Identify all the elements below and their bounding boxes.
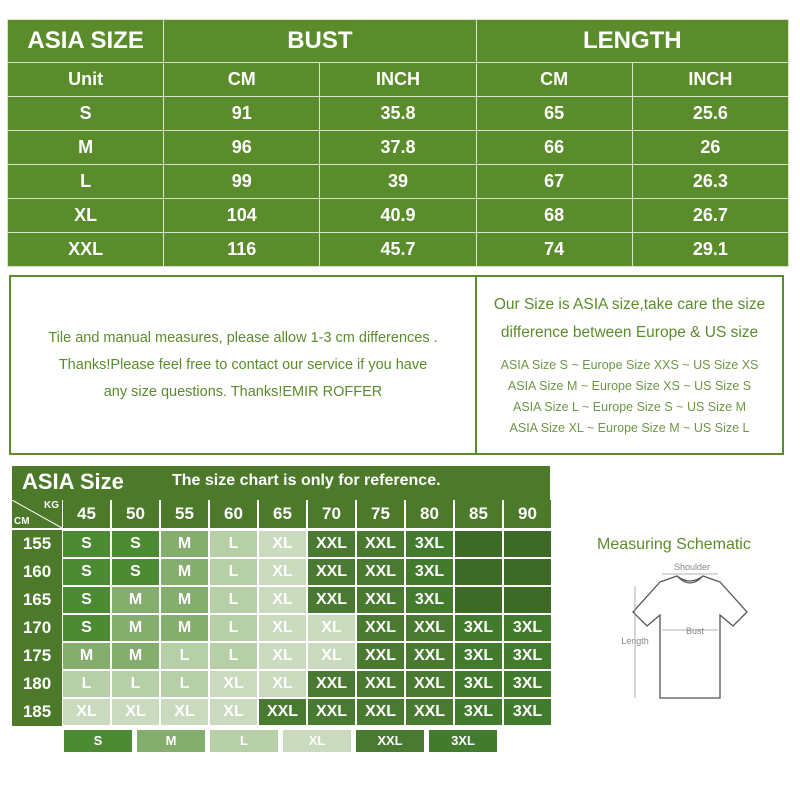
cell-bust-inch: 45.7 <box>320 232 476 266</box>
legend-swatch: 3XL <box>429 730 497 752</box>
measure-note <box>11 277 477 453</box>
size-cell: 3XL <box>504 671 551 697</box>
size-cell: XL <box>259 615 306 641</box>
size-cell: XL <box>210 671 257 697</box>
height-header: 170 <box>12 614 62 642</box>
unit-label: Unit <box>8 63 164 97</box>
height-header: 175 <box>12 642 62 670</box>
size-cell: S <box>112 531 159 557</box>
size-cell <box>504 587 551 613</box>
unit-bust-inch: INCH <box>320 63 476 97</box>
cell-length-inch: 26.7 <box>632 199 788 233</box>
unit-length-cm: CM <box>476 63 632 97</box>
table-row <box>8 232 789 266</box>
height-header: 165 <box>12 586 62 614</box>
cell-bust-cm: 96 <box>164 131 320 165</box>
size-cell: 3XL <box>406 587 453 613</box>
size-conversion <box>477 277 782 453</box>
corner-kg-label: KG <box>44 500 59 511</box>
size-cell: XL <box>210 699 257 725</box>
measure-note-line: Tile and manual measures, please allow 1-3 cm differences . <box>48 329 438 346</box>
size-cell: 3XL <box>455 671 502 697</box>
header-bust: BUST <box>164 20 476 63</box>
size-cell: XXL <box>308 559 355 585</box>
size-cell: 3XL <box>455 643 502 669</box>
tshirt-icon <box>633 576 747 698</box>
size-cell: XL <box>259 671 306 697</box>
height-header: 160 <box>12 558 62 586</box>
cell-bust-cm: 99 <box>164 165 320 199</box>
cell-size: M <box>8 131 164 165</box>
size-cell: M <box>161 531 208 557</box>
tshirt-schematic <box>615 560 765 705</box>
height-header: 180 <box>12 670 62 698</box>
size-cell: M <box>161 587 208 613</box>
cell-bust-inch: 39 <box>320 165 476 199</box>
cell-length-cm: 68 <box>476 199 632 233</box>
table-row <box>8 97 789 131</box>
weight-header: 90 <box>504 500 551 528</box>
size-cell: S <box>63 531 110 557</box>
asia-size-note: difference between Europe & US size <box>500 324 759 341</box>
conversion-line: ASIA Size XL ~ Europe Size M ~ US Size L <box>509 421 750 435</box>
table-row <box>8 131 789 165</box>
size-cell: XL <box>259 531 306 557</box>
size-cell: M <box>112 587 159 613</box>
size-cell: L <box>210 643 257 669</box>
weight-header: 75 <box>357 500 404 528</box>
table-row <box>8 165 789 199</box>
size-cell: L <box>63 671 110 697</box>
size-cell: XXL <box>357 531 404 557</box>
table-row <box>8 199 789 233</box>
size-cell <box>455 531 502 557</box>
size-cell: S <box>63 615 110 641</box>
legend-swatch: S <box>64 730 132 752</box>
weight-chart-title: ASIA Size <box>22 469 124 494</box>
size-table <box>7 19 789 267</box>
size-cell: L <box>210 587 257 613</box>
size-cell: XL <box>308 615 355 641</box>
weight-header: 55 <box>161 500 208 528</box>
header-size: ASIA SIZE <box>8 20 164 63</box>
shoulder-label: Shoulder <box>673 562 711 572</box>
size-cell: XL <box>308 643 355 669</box>
header-length: LENGTH <box>476 20 788 63</box>
measure-note-line: Thanks!Please feel free to contact our service if you have <box>58 356 428 373</box>
cell-bust-inch: 35.8 <box>320 97 476 131</box>
cell-bust-cm: 91 <box>164 97 320 131</box>
cell-length-cm: 65 <box>476 97 632 131</box>
cell-size: S <box>8 97 164 131</box>
size-cell: XXL <box>308 699 355 725</box>
size-cell: 3XL <box>455 699 502 725</box>
bust-label: Bust <box>685 626 705 636</box>
size-cell: 3XL <box>406 559 453 585</box>
size-cell: XXL <box>357 699 404 725</box>
height-header: 155 <box>12 530 62 558</box>
weight-header: 85 <box>455 500 502 528</box>
height-header: 185 <box>12 698 62 726</box>
legend-swatch: L <box>210 730 278 752</box>
size-cell: 3XL <box>406 531 453 557</box>
weight-header: 70 <box>308 500 355 528</box>
size-cell: S <box>112 559 159 585</box>
conversion-line: ASIA Size L ~ Europe Size S ~ US Size M <box>513 400 746 414</box>
chart-corner <box>12 500 62 528</box>
size-cell: XL <box>259 587 306 613</box>
size-cell <box>455 587 502 613</box>
size-cell: XXL <box>308 587 355 613</box>
size-cell: L <box>210 615 257 641</box>
schematic-title: Measuring Schematic <box>597 536 751 553</box>
size-cell: L <box>112 671 159 697</box>
size-cell: L <box>210 531 257 557</box>
cell-bust-cm: 104 <box>164 199 320 233</box>
weight-header: 65 <box>259 500 306 528</box>
cell-size: XXL <box>8 232 164 266</box>
weight-chart-header <box>12 466 550 500</box>
cell-length-cm: 74 <box>476 232 632 266</box>
unit-length-inch: INCH <box>632 63 788 97</box>
size-cell: XL <box>63 699 110 725</box>
weight-header: 50 <box>112 500 159 528</box>
size-cell: S <box>63 587 110 613</box>
size-cell: M <box>112 643 159 669</box>
size-cell: L <box>161 643 208 669</box>
size-cell: M <box>112 615 159 641</box>
weight-header: 45 <box>63 500 110 528</box>
asia-size-note: Our Size is ASIA size,take care the size <box>493 296 766 313</box>
weight-chart-subtitle: The size chart is only for reference. <box>172 472 441 489</box>
size-cell: XL <box>161 699 208 725</box>
legend-swatch: M <box>137 730 205 752</box>
cell-length-cm: 67 <box>476 165 632 199</box>
size-cell: XXL <box>406 671 453 697</box>
cell-length-inch: 25.6 <box>632 97 788 131</box>
legend-swatch: XXL <box>356 730 424 752</box>
size-cell: L <box>161 671 208 697</box>
size-cell: XXL <box>308 531 355 557</box>
cell-length-inch: 26 <box>632 131 788 165</box>
size-cell: XXL <box>357 615 404 641</box>
size-cell: XXL <box>259 699 306 725</box>
size-cell: M <box>161 559 208 585</box>
size-cell: XXL <box>308 671 355 697</box>
cell-size: L <box>8 165 164 199</box>
cell-bust-inch: 37.8 <box>320 131 476 165</box>
size-cell: XL <box>259 643 306 669</box>
size-cell: M <box>161 615 208 641</box>
cell-bust-inch: 40.9 <box>320 199 476 233</box>
size-cell: XXL <box>357 643 404 669</box>
corner-cm-label: CM <box>14 516 30 527</box>
cell-size: XL <box>8 199 164 233</box>
cell-length-inch: 29.1 <box>632 232 788 266</box>
size-cell: 3XL <box>455 615 502 641</box>
size-cell: S <box>63 559 110 585</box>
weight-header: 60 <box>210 500 257 528</box>
size-cell: 3XL <box>504 699 551 725</box>
size-cell: XXL <box>357 559 404 585</box>
size-cell <box>455 559 502 585</box>
size-cell: XL <box>112 699 159 725</box>
info-box <box>9 275 784 455</box>
size-cell: XL <box>259 559 306 585</box>
cell-bust-cm: 116 <box>164 232 320 266</box>
size-cell: 3XL <box>504 643 551 669</box>
measure-note-line: any size questions. Thanks!EMIR ROFFER <box>103 383 383 400</box>
unit-bust-cm: CM <box>164 63 320 97</box>
length-label: Length <box>621 636 649 646</box>
cell-length-cm: 66 <box>476 131 632 165</box>
conversion-line: ASIA Size S ~ Europe Size XXS ~ US Size XS <box>500 358 759 372</box>
size-cell: M <box>63 643 110 669</box>
size-cell: L <box>210 559 257 585</box>
conversion-line: ASIA Size M ~ Europe Size XS ~ US Size S <box>507 379 752 393</box>
size-cell: XXL <box>406 643 453 669</box>
weight-header: 80 <box>406 500 453 528</box>
size-cell: XXL <box>406 699 453 725</box>
size-cell: XXL <box>406 615 453 641</box>
cell-length-inch: 26.3 <box>632 165 788 199</box>
size-cell <box>504 531 551 557</box>
size-cell: XXL <box>357 671 404 697</box>
size-cell <box>504 559 551 585</box>
size-cell: XXL <box>357 587 404 613</box>
size-cell: 3XL <box>504 615 551 641</box>
legend-swatch: XL <box>283 730 351 752</box>
